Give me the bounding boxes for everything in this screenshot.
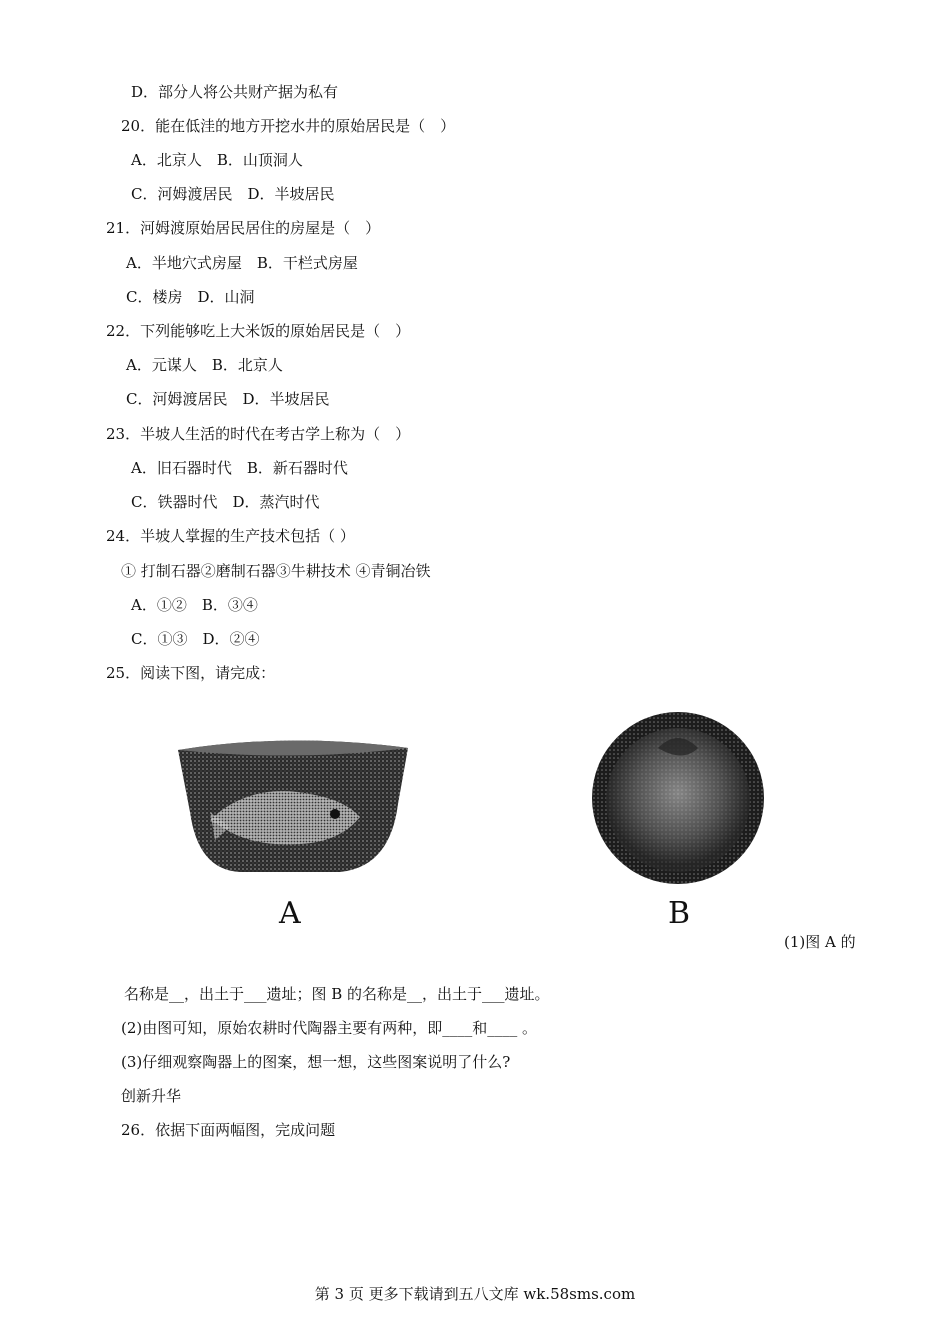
q23-options-ab: A．旧石器时代 B．新石器时代	[131, 459, 348, 477]
q22-options-ab: A．元谋人 B．北京人	[126, 356, 283, 374]
figure-a-label: A	[279, 896, 301, 931]
pottery-a-image	[170, 732, 415, 882]
q24-options-ab: A．①② B．③④	[131, 596, 258, 614]
q19-option-d: D．部分人将公共财产据为私有	[131, 83, 339, 101]
q21-options-cd: C．楼房 D．山洞	[126, 288, 255, 306]
section-title: 创新升华	[121, 1087, 182, 1105]
q24-stem: 24．半坡人掌握的生产技术包括（ ）	[106, 527, 355, 545]
q23-stem: 23．半坡人生活的时代在考古学上称为（ ）	[106, 425, 411, 443]
figure-b-label: B	[668, 896, 691, 931]
q20-stem: 20．能在低洼的地方开挖水井的原始居民是（ ）	[121, 117, 456, 135]
q20-options-ab: A．北京人 B．山顶洞人	[131, 151, 303, 169]
pottery-b-image	[588, 708, 768, 888]
q25-stem: 25．阅读下图，请完成：	[106, 664, 276, 682]
q24-options-cd: C．①③ D．②④	[131, 630, 260, 648]
q21-options-ab: A．半地穴式房屋 B．干栏式房屋	[126, 254, 358, 272]
q25-part2: (2)由图可知，原始农耕时代陶器主要有两种，即____和____ 。	[121, 1019, 538, 1037]
q25-part1-body: 名称是__，出土于___遗址；图 B 的名称是__，出土于___遗址。	[124, 985, 550, 1003]
q24-statements: ① 打制石器②磨制石器③牛耕技术 ④青铜冶铁	[121, 562, 431, 580]
q20-options-cd: C．河姆渡居民 D．半坡居民	[131, 185, 335, 203]
q21-stem: 21．河姆渡原始居民居住的房屋是（ ）	[106, 219, 381, 237]
q22-stem: 22．下列能够吃上大米饭的原始居民是（ ）	[106, 322, 411, 340]
q22-options-cd: C．河姆渡居民 D．半坡居民	[126, 390, 330, 408]
q25-part1-head: (1)图 A 的	[784, 933, 856, 951]
q26-stem: 26．依据下面两幅图，完成问题	[121, 1121, 336, 1139]
q25-part3: (3)仔细观察陶器上的图案，想一想，这些图案说明了什么?	[121, 1053, 511, 1071]
q23-options-cd: C．铁器时代 D．蒸汽时代	[131, 493, 320, 511]
page-footer: 第 3 页 更多下载请到五八文库 wk.58sms.com	[314, 1285, 636, 1303]
